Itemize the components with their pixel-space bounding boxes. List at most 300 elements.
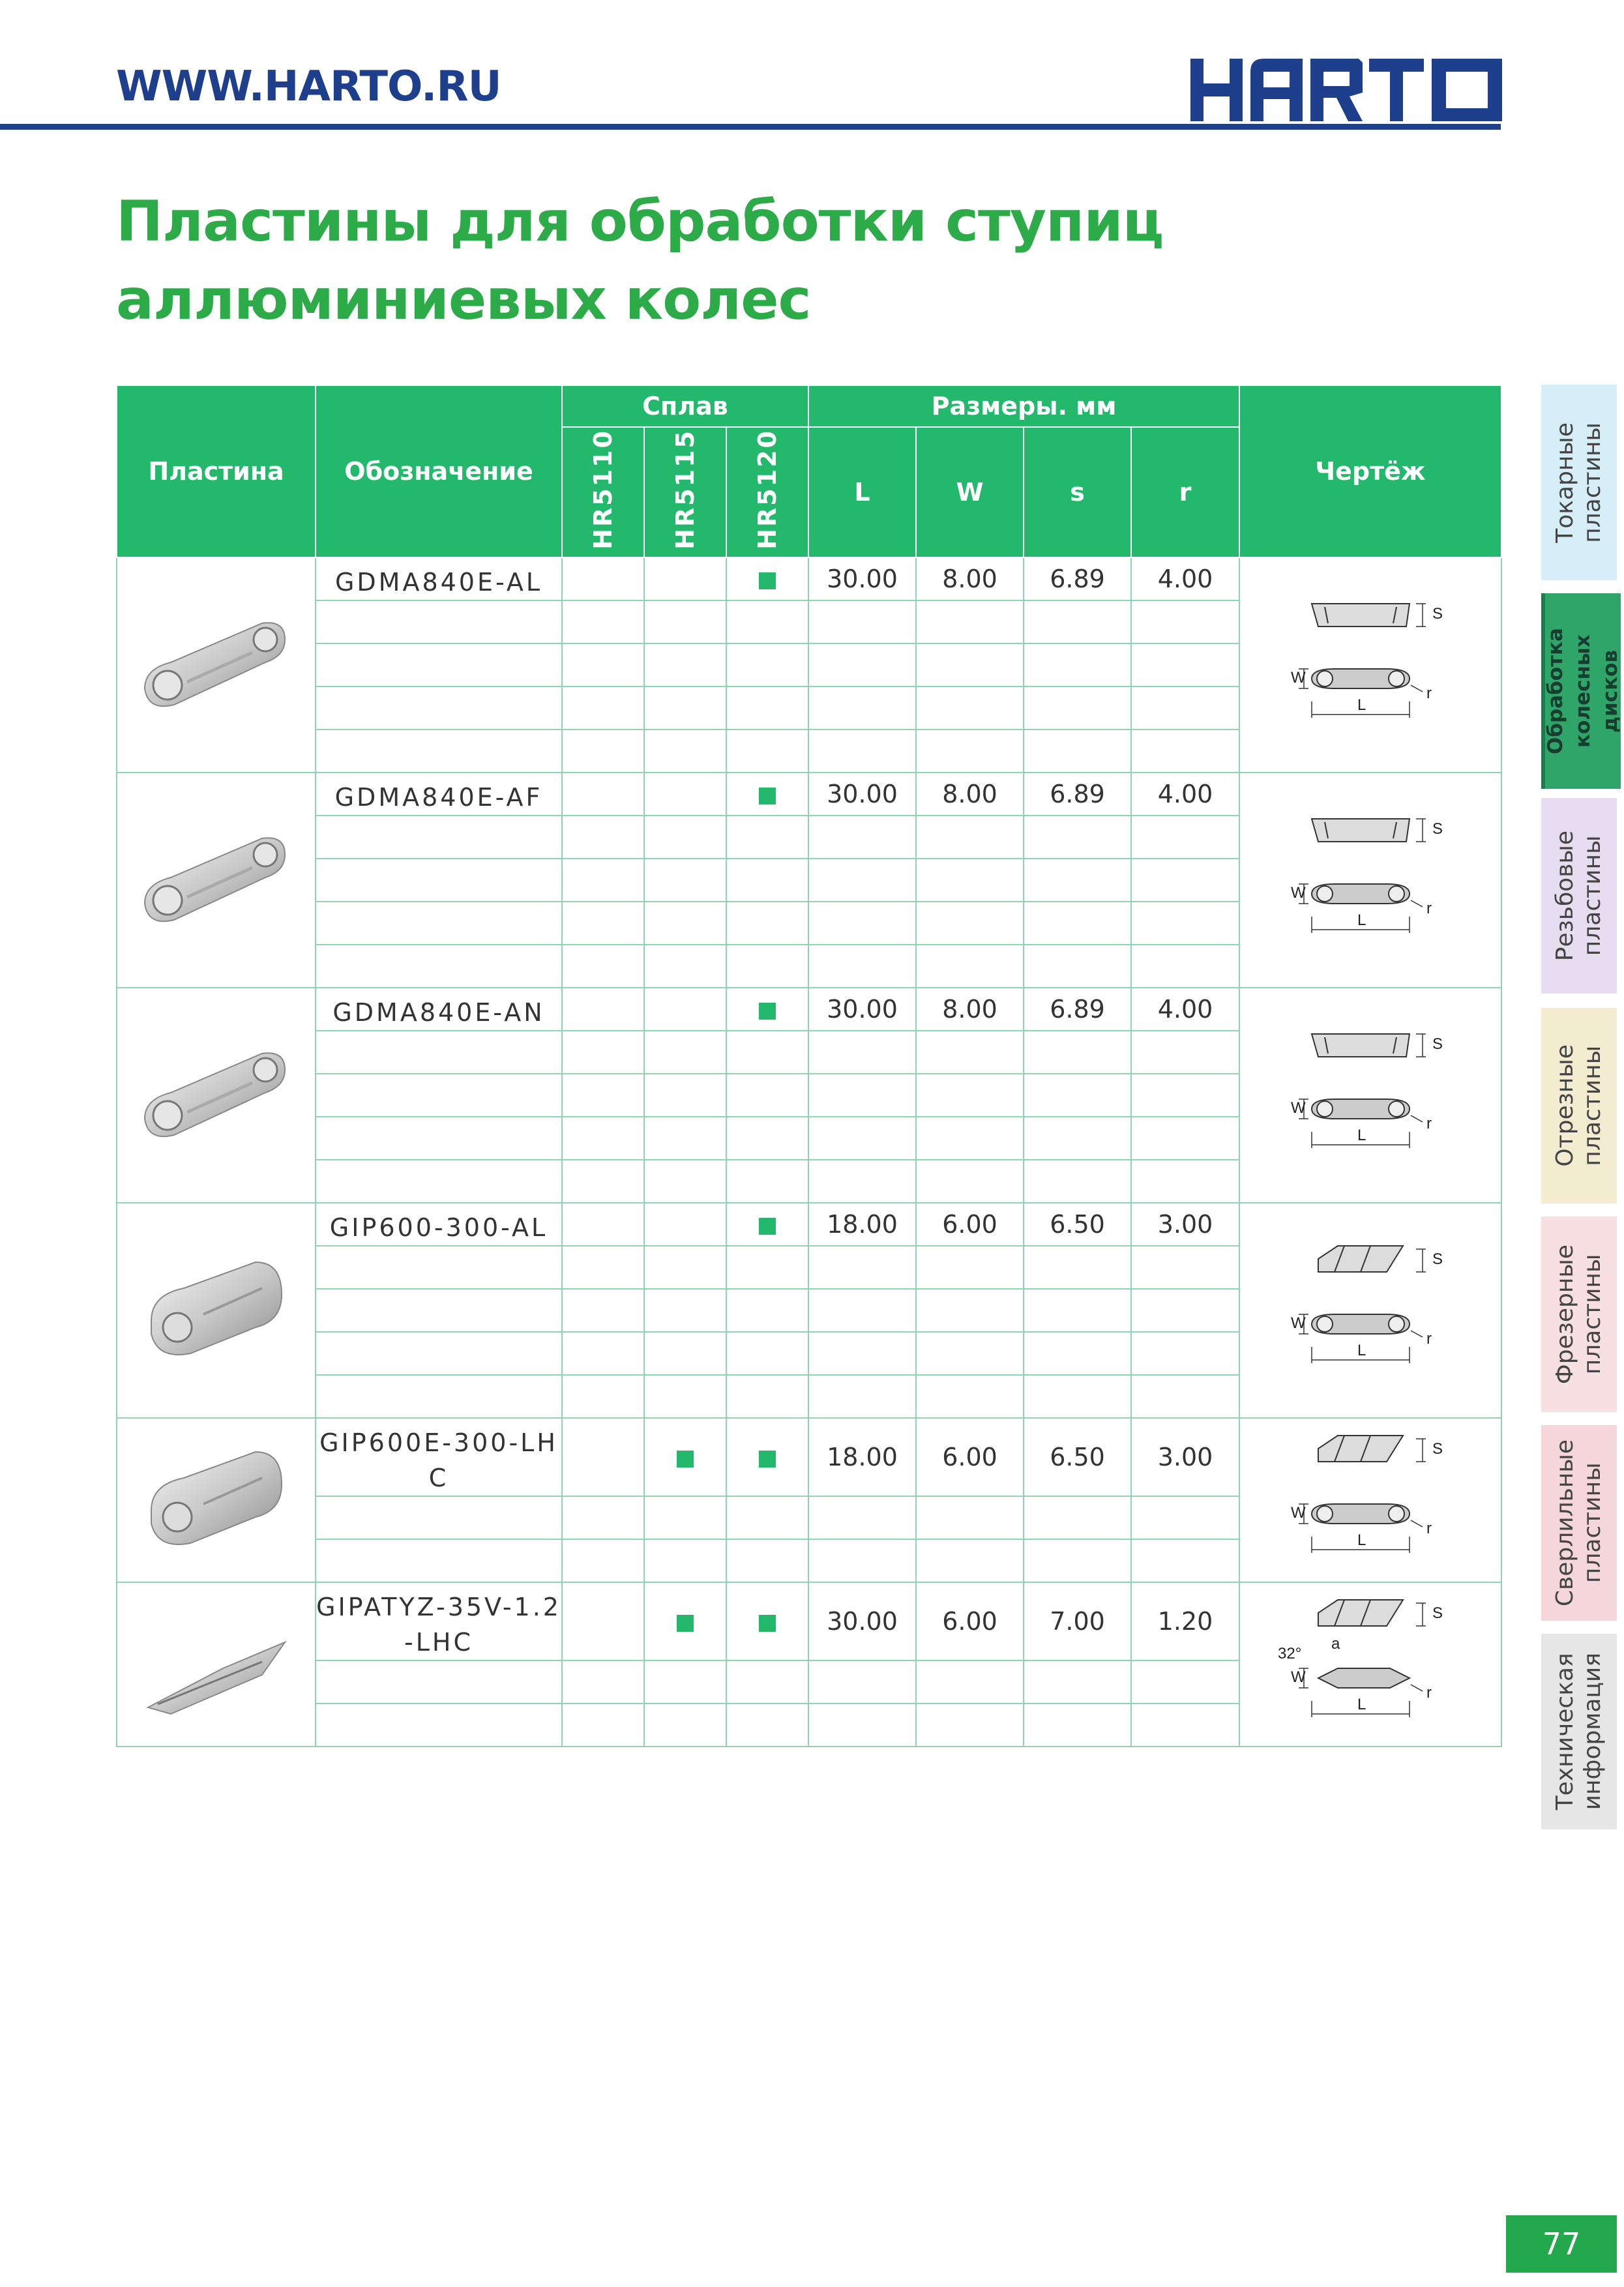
available-marker: [759, 1003, 776, 1020]
alloy-hr5120-cell: [726, 1582, 808, 1660]
label-r: r: [1426, 1114, 1432, 1132]
empty-cell: [726, 816, 808, 859]
empty-cell: [644, 1496, 726, 1539]
empty-cell: [726, 1375, 808, 1418]
drawing-cell: [1239, 1203, 1501, 1418]
empty-cell: [644, 730, 726, 773]
empty-cell: [644, 816, 726, 859]
empty-cell: [1024, 1246, 1131, 1289]
dim-r-cell: 3.00: [1131, 1203, 1239, 1246]
alloy-hr5110-cell: [562, 1203, 644, 1246]
alloy-hr5110-cell: [562, 1418, 644, 1496]
available-marker: [759, 1615, 776, 1632]
empty-cell: [1131, 1031, 1239, 1074]
alloy-hr5115-cell: [644, 557, 726, 600]
drawing-cell: [1239, 1582, 1501, 1747]
label-s: S: [1432, 604, 1443, 623]
insert-photo: [117, 1582, 316, 1747]
label-s: S: [1432, 819, 1443, 838]
available-marker: [759, 572, 776, 589]
empty-cell: [316, 945, 562, 988]
insert-photo: [117, 1418, 316, 1582]
empty-cell: [1024, 1496, 1131, 1539]
inserts-table: [116, 385, 1502, 1747]
empty-cell: [726, 730, 808, 773]
empty-cell: [808, 1660, 916, 1704]
dim-l-cell: 30.00: [808, 773, 916, 816]
available-marker: [677, 1615, 694, 1632]
alloy-hr5110-cell: [562, 557, 644, 600]
side-tab[interactable]: [1541, 1425, 1617, 1621]
empty-cell: [916, 902, 1024, 945]
empty-cell: [644, 1031, 726, 1074]
col-drawing: Чертёж: [1239, 385, 1501, 557]
table-row: [117, 557, 1501, 600]
empty-cell: [562, 1031, 644, 1074]
side-tab[interactable]: [1541, 1008, 1617, 1203]
dim-r-cell: 4.00: [1131, 988, 1239, 1031]
alloy-hr5120-cell: [726, 557, 808, 600]
label-w: W: [1291, 1668, 1306, 1686]
empty-cell: [1131, 1160, 1239, 1203]
empty-cell: [916, 1375, 1024, 1418]
empty-cell: [726, 1117, 808, 1160]
insert-drawing: [1273, 803, 1468, 952]
alloy-hr5110-cell: [562, 773, 644, 816]
designation-cell: GDMA840E-AF: [316, 773, 562, 816]
empty-cell: [1024, 730, 1131, 773]
empty-cell: [916, 1289, 1024, 1332]
side-tab-label: Фрезерные пластины: [1552, 1244, 1606, 1385]
dim-s-cell: 7.00: [1024, 1582, 1131, 1660]
empty-cell: [1024, 1375, 1131, 1418]
insert-photo-icon: [132, 1236, 301, 1380]
empty-cell: [1131, 1074, 1239, 1117]
insert-drawing: [1273, 1233, 1468, 1383]
dim-w-cell: 8.00: [916, 988, 1024, 1031]
label-l: L: [1357, 1126, 1366, 1144]
empty-cell: [916, 643, 1024, 686]
empty-cell: [808, 816, 916, 859]
empty-cell: [808, 1246, 916, 1289]
empty-cell: [1024, 1117, 1131, 1160]
empty-cell: [1131, 1375, 1239, 1418]
empty-cell: [916, 1246, 1024, 1289]
side-tab[interactable]: [1541, 1634, 1617, 1829]
col-designation: Обозначение: [316, 385, 562, 557]
side-tab-label: Резьбовые пластины: [1552, 830, 1606, 962]
alloy-hr5120-cell: [726, 988, 808, 1031]
label-s: S: [1432, 1035, 1443, 1053]
col-dims-group: Размеры. мм: [808, 385, 1239, 427]
empty-cell: [644, 1246, 726, 1289]
side-tab[interactable]: [1541, 798, 1617, 994]
label-r: r: [1426, 684, 1432, 702]
empty-cell: [316, 1117, 562, 1160]
available-marker: [759, 1218, 776, 1235]
empty-cell: [1131, 1117, 1239, 1160]
insert-drawing: [1273, 587, 1468, 737]
label-l: L: [1357, 696, 1366, 714]
available-marker: [759, 1451, 776, 1468]
dim-l-cell: 30.00: [808, 988, 916, 1031]
empty-cell: [562, 600, 644, 643]
empty-cell: [644, 1289, 726, 1332]
side-tab-label: Сверлильные пластины: [1552, 1439, 1606, 1607]
label-w: W: [1291, 668, 1306, 686]
label-l: L: [1357, 911, 1366, 929]
empty-cell: [316, 1660, 562, 1704]
alloy-hr5115-cell: [644, 773, 726, 816]
dim-r-cell: 4.00: [1131, 773, 1239, 816]
label-l: L: [1357, 1531, 1366, 1549]
empty-cell: [644, 600, 726, 643]
empty-cell: [562, 902, 644, 945]
empty-cell: [916, 1704, 1024, 1747]
empty-cell: [726, 1496, 808, 1539]
empty-cell: [644, 1160, 726, 1203]
insert-drawing: [1273, 1018, 1468, 1168]
empty-cell: [1131, 816, 1239, 859]
col-W: W: [916, 427, 1024, 557]
empty-cell: [726, 1246, 808, 1289]
empty-cell: [562, 1074, 644, 1117]
empty-cell: [316, 600, 562, 643]
empty-cell: [1131, 1332, 1239, 1375]
dim-l-cell: 30.00: [808, 557, 916, 600]
alloy-hr5120-cell: [726, 1203, 808, 1246]
label-l: L: [1357, 1695, 1366, 1713]
empty-cell: [808, 945, 916, 988]
dim-r-cell: 4.00: [1131, 557, 1239, 600]
empty-cell: [562, 1496, 644, 1539]
empty-cell: [562, 1704, 644, 1747]
empty-cell: [316, 1332, 562, 1375]
empty-cell: [316, 1074, 562, 1117]
harto-logo: [1190, 59, 1502, 121]
dim-s-cell: 6.89: [1024, 773, 1131, 816]
empty-cell: [808, 1031, 916, 1074]
col-hr5110: HR5110: [562, 427, 644, 557]
side-tab-label: Токарные пластины: [1552, 422, 1606, 543]
alloy-hr5120-cell: [726, 773, 808, 816]
empty-cell: [644, 1375, 726, 1418]
alloy-hr5110-cell: [562, 1582, 644, 1660]
empty-cell: [808, 1496, 916, 1539]
empty-cell: [1131, 600, 1239, 643]
empty-cell: [726, 1289, 808, 1332]
empty-cell: [916, 945, 1024, 988]
label-r: r: [1426, 899, 1432, 917]
empty-cell: [316, 730, 562, 773]
empty-cell: [316, 1031, 562, 1074]
empty-cell: [562, 643, 644, 686]
dim-w-cell: 6.00: [916, 1418, 1024, 1496]
empty-cell: [916, 600, 1024, 643]
empty-cell: [316, 1496, 562, 1539]
empty-cell: [916, 816, 1024, 859]
dim-s-cell: 6.50: [1024, 1203, 1131, 1246]
empty-cell: [726, 600, 808, 643]
dim-w-cell: 6.00: [916, 1582, 1024, 1660]
empty-cell: [316, 1246, 562, 1289]
empty-cell: [1024, 1074, 1131, 1117]
empty-cell: [562, 730, 644, 773]
site-url[interactable]: WWW.HARTO.RU: [116, 63, 501, 111]
empty-cell: [1024, 1289, 1131, 1332]
dim-l-cell: 30.00: [808, 1582, 916, 1660]
empty-cell: [726, 1031, 808, 1074]
empty-cell: [644, 945, 726, 988]
empty-cell: [562, 1375, 644, 1418]
empty-cell: [1024, 1160, 1131, 1203]
empty-cell: [644, 643, 726, 686]
drawing-cell: [1239, 1418, 1501, 1582]
label-r: r: [1426, 1519, 1432, 1537]
page-number: 77: [1506, 2215, 1617, 2273]
label-w: W: [1291, 1503, 1306, 1522]
empty-cell: [726, 945, 808, 988]
dim-l-cell: 18.00: [808, 1418, 916, 1496]
drawing-cell: [1239, 773, 1501, 988]
empty-cell: [808, 1375, 916, 1418]
empty-cell: [916, 859, 1024, 902]
empty-cell: [726, 1704, 808, 1747]
empty-cell: [808, 1289, 916, 1332]
side-tab[interactable]: [1541, 593, 1621, 789]
empty-cell: [916, 1074, 1024, 1117]
empty-cell: [726, 859, 808, 902]
alloy-hr5115-cell: [644, 1418, 726, 1496]
available-marker: [677, 1451, 694, 1468]
alloy-hr5115-cell: [644, 1582, 726, 1660]
empty-cell: [1131, 859, 1239, 902]
empty-cell: [916, 1660, 1024, 1704]
empty-cell: [808, 600, 916, 643]
empty-cell: [916, 1496, 1024, 1539]
empty-cell: [726, 1074, 808, 1117]
empty-cell: [562, 1660, 644, 1704]
dim-r-cell: 1.20: [1131, 1582, 1239, 1660]
empty-cell: [808, 1332, 916, 1375]
dim-s-cell: 6.89: [1024, 557, 1131, 600]
empty-cell: [316, 686, 562, 730]
empty-cell: [916, 686, 1024, 730]
insert-drawing: [1273, 1423, 1468, 1572]
empty-cell: [316, 1704, 562, 1747]
empty-cell: [1024, 643, 1131, 686]
label-r: r: [1426, 1329, 1432, 1348]
empty-cell: [808, 902, 916, 945]
dim-s-cell: 6.50: [1024, 1418, 1131, 1496]
empty-cell: [1024, 945, 1131, 988]
empty-cell: [644, 1332, 726, 1375]
empty-cell: [726, 1539, 808, 1582]
empty-cell: [916, 730, 1024, 773]
side-tab-label: Отрезные пластины: [1552, 1044, 1606, 1167]
empty-cell: [1131, 643, 1239, 686]
dim-s-cell: 6.89: [1024, 988, 1131, 1031]
empty-cell: [316, 1160, 562, 1203]
designation-cell: GIPATYZ-35V-1.2-LHC: [316, 1582, 562, 1660]
designation-cell: GDMA840E-AN: [316, 988, 562, 1031]
empty-cell: [562, 1539, 644, 1582]
empty-cell: [808, 859, 916, 902]
dim-l-cell: 18.00: [808, 1203, 916, 1246]
empty-cell: [644, 859, 726, 902]
empty-cell: [316, 1375, 562, 1418]
alloy-hr5120-cell: [726, 1418, 808, 1496]
empty-cell: [644, 686, 726, 730]
side-tab[interactable]: [1541, 1217, 1617, 1412]
empty-cell: [1131, 1704, 1239, 1747]
insert-photo: [117, 773, 316, 988]
empty-cell: [644, 1539, 726, 1582]
empty-cell: [1024, 902, 1131, 945]
empty-cell: [562, 859, 644, 902]
insert-photo: [117, 1203, 316, 1418]
empty-cell: [916, 1117, 1024, 1160]
side-tab[interactable]: [1541, 385, 1617, 580]
insert-photo-icon: [132, 1590, 301, 1734]
insert-photo-icon: [132, 591, 301, 734]
designation-cell: GIP600E-300-LHC: [316, 1418, 562, 1496]
insert-photo: [117, 988, 316, 1203]
empty-cell: [316, 1289, 562, 1332]
empty-cell: [1131, 686, 1239, 730]
empty-cell: [808, 1074, 916, 1117]
empty-cell: [808, 730, 916, 773]
dim-w-cell: 8.00: [916, 773, 1024, 816]
empty-cell: [316, 902, 562, 945]
empty-cell: [644, 1117, 726, 1160]
page-title: Пластины для обработки ступиц аллюминиевых колес: [116, 189, 1164, 332]
empty-cell: [562, 686, 644, 730]
empty-cell: [562, 1289, 644, 1332]
side-tab-label: Обработка колесных дисков: [1544, 628, 1622, 754]
designation-cell: GDMA840E-AL: [316, 557, 562, 600]
empty-cell: [1131, 1496, 1239, 1539]
empty-cell: [1024, 1332, 1131, 1375]
empty-cell: [808, 1704, 916, 1747]
empty-cell: [1024, 1704, 1131, 1747]
table-row: [117, 1203, 1501, 1246]
label-angle: 32°: [1278, 1644, 1302, 1662]
label-w: W: [1291, 1314, 1306, 1332]
header-rule: [0, 124, 1501, 130]
empty-cell: [316, 643, 562, 686]
empty-cell: [808, 1160, 916, 1203]
insert-photo-icon: [132, 1021, 301, 1164]
table-row: [117, 988, 1501, 1031]
dim-w-cell: 6.00: [916, 1203, 1024, 1246]
alloy-hr5110-cell: [562, 988, 644, 1031]
empty-cell: [1131, 1660, 1239, 1704]
col-alloy-group: Сплав: [562, 385, 808, 427]
empty-cell: [1024, 816, 1131, 859]
table-row: [117, 773, 1501, 816]
empty-cell: [562, 1246, 644, 1289]
empty-cell: [726, 1660, 808, 1704]
empty-cell: [1131, 730, 1239, 773]
empty-cell: [726, 1332, 808, 1375]
label-a: a: [1331, 1634, 1340, 1653]
empty-cell: [726, 902, 808, 945]
empty-cell: [1024, 600, 1131, 643]
empty-cell: [644, 902, 726, 945]
empty-cell: [726, 1160, 808, 1203]
empty-cell: [726, 643, 808, 686]
alloy-hr5115-cell: [644, 988, 726, 1031]
empty-cell: [1024, 686, 1131, 730]
empty-cell: [1024, 859, 1131, 902]
empty-cell: [808, 686, 916, 730]
col-hr5120: HR5120: [726, 427, 808, 557]
empty-cell: [808, 1117, 916, 1160]
dim-r-cell: 3.00: [1131, 1418, 1239, 1496]
empty-cell: [1131, 945, 1239, 988]
empty-cell: [808, 643, 916, 686]
drawing-cell: [1239, 557, 1501, 773]
label-s: S: [1432, 1250, 1443, 1268]
alloy-hr5115-cell: [644, 1203, 726, 1246]
side-tab-label: Техническая информация: [1552, 1653, 1606, 1810]
empty-cell: [916, 1031, 1024, 1074]
insert-photo-icon: [132, 1426, 301, 1569]
col-s: s: [1024, 427, 1131, 557]
empty-cell: [562, 1332, 644, 1375]
empty-cell: [644, 1704, 726, 1747]
label-w: W: [1291, 883, 1306, 902]
drawing-cell: [1239, 988, 1501, 1203]
empty-cell: [1131, 1289, 1239, 1332]
empty-cell: [644, 1074, 726, 1117]
empty-cell: [562, 945, 644, 988]
label-w: W: [1291, 1099, 1306, 1117]
available-marker: [759, 788, 776, 804]
insert-photo: [117, 557, 316, 773]
label-l: L: [1357, 1341, 1366, 1359]
empty-cell: [562, 1117, 644, 1160]
empty-cell: [1131, 1246, 1239, 1289]
col-L: L: [808, 427, 916, 557]
empty-cell: [644, 1660, 726, 1704]
dim-w-cell: 8.00: [916, 557, 1024, 600]
empty-cell: [562, 1160, 644, 1203]
empty-cell: [916, 1160, 1024, 1203]
empty-cell: [316, 859, 562, 902]
empty-cell: [916, 1539, 1024, 1582]
empty-cell: [1024, 1539, 1131, 1582]
empty-cell: [316, 816, 562, 859]
col-insert: Пластина: [117, 385, 316, 557]
empty-cell: [1024, 1660, 1131, 1704]
empty-cell: [1131, 1539, 1239, 1582]
insert-drawing: [1273, 1587, 1468, 1737]
label-s: S: [1432, 1604, 1443, 1622]
empty-cell: [562, 816, 644, 859]
designation-cell: GIP600-300-AL: [316, 1203, 562, 1246]
empty-cell: [1131, 902, 1239, 945]
empty-cell: [916, 1332, 1024, 1375]
empty-cell: [808, 1539, 916, 1582]
label-r: r: [1426, 1683, 1432, 1702]
empty-cell: [726, 686, 808, 730]
empty-cell: [316, 1539, 562, 1582]
insert-photo-icon: [132, 806, 301, 949]
empty-cell: [1024, 1031, 1131, 1074]
col-r: r: [1131, 427, 1239, 557]
